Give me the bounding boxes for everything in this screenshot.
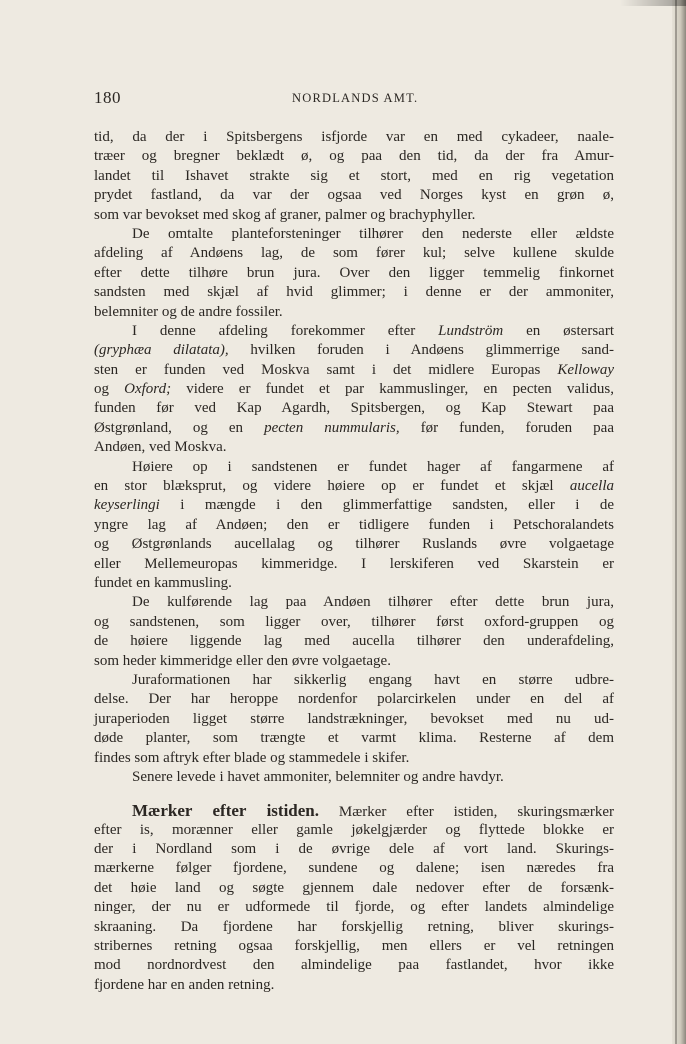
text-run: Mærker efter istiden, skuringsmærker xyxy=(319,804,614,821)
species-name: aucella xyxy=(569,478,614,495)
paragraph xyxy=(94,225,614,322)
text-line xyxy=(94,322,614,341)
text-run: Andøen, ved Moskva. xyxy=(94,439,227,456)
text-line: prydet fastland, da var der ogsaa ved Norges kyst en grøn ø, xyxy=(94,187,614,204)
text-line: belemniter og de andre fossiler. xyxy=(94,303,283,320)
text-line: efter is, morænner eller gamle jøkelgjærder og flyttede blokke er xyxy=(94,821,614,838)
paragraph xyxy=(94,671,614,768)
paragraph xyxy=(94,128,614,225)
text-line xyxy=(94,516,614,535)
text-line xyxy=(94,438,614,457)
text-line: døde planter, som trængte et varmt klima. Resterne af dem xyxy=(94,730,614,747)
body-text xyxy=(94,128,614,995)
text-line xyxy=(94,380,614,399)
text-run: eller Mellemeuropas kimmeridge. I lerskiferen ved Skarstein er xyxy=(94,555,614,572)
text-line: som heder kimmeridge eller den øvre volgaetage. xyxy=(94,652,391,669)
text-line xyxy=(94,419,614,438)
running-head: NORDLANDS AMT. xyxy=(292,91,419,105)
page-number: 180 xyxy=(94,88,121,107)
text-run: Østgrønland, og en xyxy=(94,419,265,436)
text-run: sten er funden ved Moskva samt i det midlere Europas xyxy=(94,361,558,378)
text-line: stribernes retning ogsaa forskjellig, men ellers er vel retningen xyxy=(94,938,614,955)
text-line xyxy=(94,341,614,360)
text-line: ninger, der nu er udformede til fjorde, og efter landets almindelige xyxy=(94,899,614,916)
section-heading: Mærker efter istiden. xyxy=(132,801,319,821)
text-line: Senere levede i havet ammoniter, belemniter og andre havdyr. xyxy=(132,768,504,785)
paragraph xyxy=(94,593,614,671)
text-line: afdeling af Andøens lag, de som fører kul; selve kullene skulde xyxy=(94,245,614,262)
section-gap xyxy=(94,787,614,801)
species-name: (gryphæa dilatata), xyxy=(94,342,229,359)
text-run: yngre lag af Andøen; den er tidligere funden i Petschoralandets xyxy=(94,516,614,533)
text-line: landet til Ishavet strakte sig et stort, med en rig vegetation xyxy=(94,167,614,184)
text-run: en østersart xyxy=(503,322,614,339)
text-line: træer og bregner beklædt ø, og paa den tid, da der fra Amur- xyxy=(94,148,614,165)
text-run: Høiere op i sandstenen er fundet hager af fangarmene af xyxy=(132,458,614,475)
text-line xyxy=(94,477,614,496)
text-line: mod nordnordvest den almindelige paa fastlandet, hvor ikke xyxy=(94,957,614,974)
text-line: mærkerne følger fjordene, sundene og dalene; isen næredes fra xyxy=(94,860,614,877)
text-run: og Østgrønlands aucellalag og tilhører Ruslands øvre volgaetage xyxy=(94,536,614,553)
text-line: Juraformationen har sikkerlig engang havt en større udbre- xyxy=(132,671,614,688)
text-line: findes som aftryk efter blade og stammedele i skifer. xyxy=(94,749,410,766)
text-run: fundet en kammusling. xyxy=(94,574,232,591)
page-edge-line xyxy=(675,0,677,1044)
page-header xyxy=(94,88,614,110)
text-line: sandsten med skjæl af hvid glimmer; i denne er der ammoniter, xyxy=(94,284,614,301)
text-line: de høiere liggende lag med aucella tilhører den underafdeling, xyxy=(94,633,614,650)
text-line: fjordene har en anden retning. xyxy=(94,976,275,993)
text-line: skraaning. Da fjordene har forskjellig retning, bliver skurings- xyxy=(94,918,614,935)
text-run: funden før ved Kap Agardh, Spitsbergen, og Kap Stewart paa xyxy=(94,400,614,417)
text-line xyxy=(94,458,614,477)
text-run: hvilken foruden i Andøens glimmerrige sand- xyxy=(228,342,614,359)
top-shadow xyxy=(620,0,686,6)
text-line xyxy=(94,574,614,593)
species-name: keyserlingi xyxy=(94,497,160,514)
text-run: før funden, foruden paa xyxy=(399,419,614,436)
text-line: og sandstenen, som ligger over, tilhører først oxford-gruppen og xyxy=(94,613,614,630)
text-line xyxy=(94,361,614,380)
text-run: videre er fundet et par kammuslinger, en pecten validus, xyxy=(171,381,615,398)
text-line xyxy=(94,535,614,554)
text-line: De kulførende lag paa Andøen tilhører efter dette brun jura, xyxy=(132,594,614,611)
text-line: der i Nordland som i de øvrige dele af vort land. Skurings- xyxy=(94,841,614,858)
text-line: tid, da der i Spitsbergens isfjorde var en med cykadeer, naale- xyxy=(94,129,614,145)
text-line: efter dette tilhøre brun jura. Over den ligger temmelig finkornet xyxy=(94,264,614,281)
text-line xyxy=(94,555,614,574)
text-line xyxy=(94,801,614,820)
paragraph xyxy=(94,801,614,995)
text-line: som var bevokset med skog af graner, palmer og brachyphyller. xyxy=(94,206,476,223)
text-line xyxy=(94,399,614,418)
species-name: Kelloway xyxy=(557,361,614,378)
text-line: det høie land og søgte gjennem dale nedover efter de forsænk- xyxy=(94,879,614,896)
paragraph xyxy=(94,458,614,594)
text-run: i mængde i den glimmerfattige sandsten, eller i de xyxy=(159,497,614,514)
text-run: I denne afdeling forekommer efter xyxy=(132,322,439,339)
text-line: delse. Der har heroppe nordenfor polarcirkelen under en del af xyxy=(94,691,614,708)
text-run: og xyxy=(94,381,125,398)
text-line xyxy=(94,496,614,515)
species-name: pecten nummularis, xyxy=(264,419,400,436)
text-line: juraperioden ligget større landstrækninger, bevokset med nu ud- xyxy=(94,710,614,727)
paragraph xyxy=(94,322,614,458)
paragraph xyxy=(94,768,614,787)
species-name: Oxford; xyxy=(124,381,172,398)
text-line: De omtalte planteforsteninger tilhører den nederste eller ældste xyxy=(132,225,614,242)
text-run: en stor blæksprut, og videre høiere op er fundet et skjæl xyxy=(94,478,570,495)
species-name: Lundström xyxy=(438,322,504,339)
